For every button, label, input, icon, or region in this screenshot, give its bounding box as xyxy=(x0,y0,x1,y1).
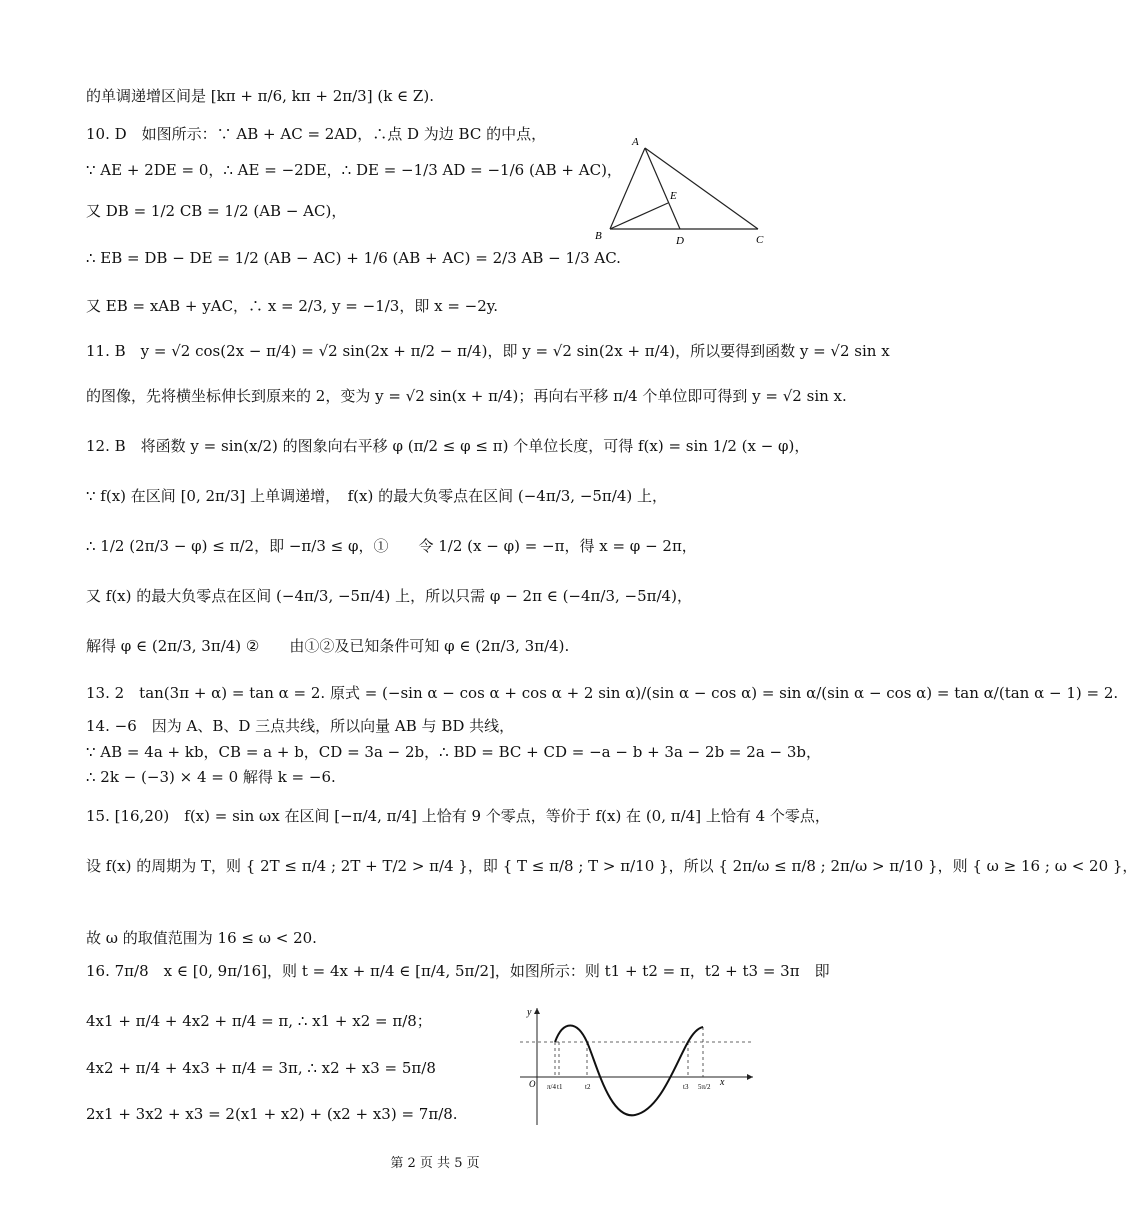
label-B: B xyxy=(595,230,602,242)
text-line-5: ∴ EB = DB − DE = 1/2 (AB − AC) + 1/6 (AB + AC) = 2/3 AB − 1/3 AC. xyxy=(86,249,621,267)
text-line-21: 16. 7π/8 x ∈ [0, 9π/16]，则 t = 4x + π/4 ∈ [π/4, 5π/2]，如图所示：则 t1 + t2 = π，t2 + t3 = 3π 即 xyxy=(86,962,830,980)
sine-graph-figure xyxy=(515,1005,760,1130)
text-line-20: 故 ω 的取值范围为 16 ≤ ω < 20. xyxy=(86,929,317,947)
text-line-1: 的单调递增区间是 [kπ + π/6, kπ + 2π/3] (k ∈ Z). xyxy=(86,87,434,105)
axis-y-label: y xyxy=(527,1007,532,1018)
label-E: E xyxy=(670,190,677,202)
text-line-16: ∵ AB = 4a + kb，CB = a + b，CD = 3a − 2b，∴ BD = BC + CD = −a − b + 3a − 2b = 2a − 3b， xyxy=(86,743,822,761)
tick-pi-4: π/4 xyxy=(547,1083,556,1091)
text-line-23: 4x2 + π/4 + 4x3 + π/4 = 3π, ∴ x2 + x3 = 5π/8 xyxy=(86,1059,436,1077)
text-line-12: 又 f(x) 的最大负零点在区间 (−4π/3, −5π/4) 上，所以只需 φ − 2π ∈ (−4π/3, −5π/4)， xyxy=(86,587,692,605)
text-line-9: 12. B 将函数 y = sin(x/2) 的图象向右平移 φ (π/2 ≤ φ ≤ π) 个单位长度，可得 f(x) = sin 1/2 (x − φ)， xyxy=(86,437,810,455)
text-line-19: 设 f(x) 的周期为 T，则 { 2T ≤ π/4 ; 2T + T/2 > π/4 }，即 { T ≤ π/8 ; T > π/10 }，所以 { 2π/ω ≤ π/8 ; 2π/ω > π/10 }，则 { ω ≥ 16 ; ω < 20 }， xyxy=(86,857,1137,875)
axis-x-label: x xyxy=(720,1077,725,1088)
text-line-7: 11. B y = √2 cos(2x − π/4) = √2 sin(2x + π/2 − π/4)，即 y = √2 sin(2x + π/4)，所以要得到函数 y = √2 sin x xyxy=(86,342,890,360)
text-line-18: 15. [16,20) f(x) = sin ωx 在区间 [−π/4, π/4] 上恰有 9 个零点，等价于 f(x) 在 (0, π/4] 上恰有 4 个零点， xyxy=(86,807,830,825)
text-line-11: ∴ 1/2 (2π/3 − φ) ≤ π/2，即 −π/3 ≤ φ，① 令 1/2 (x − φ) = −π，得 x = φ − 2π， xyxy=(86,537,697,555)
text-line-22: 4x1 + π/4 + 4x2 + π/4 = π, ∴ x1 + x2 = π/8； xyxy=(86,1012,432,1030)
label-C: C xyxy=(756,234,764,246)
text-line-2: 10. D 如图所示：∵ AB + AC = 2AD，∴点 D 为边 BC 的中点， xyxy=(86,125,547,143)
text-line-24: 2x1 + 3x2 + x3 = 2(x1 + x2) + (x2 + x3) = 7π/8. xyxy=(86,1105,458,1123)
label-A: A xyxy=(632,136,639,148)
tick-t1: t1 xyxy=(557,1083,563,1091)
origin-label: O xyxy=(529,1079,536,1089)
text-line-10: ∵ f(x) 在区间 [0, 2π/3] 上单调递增， f(x) 的最大负零点在区间 (−4π/3, −5π/4) 上， xyxy=(86,487,668,505)
text-line-14: 13. 2 tan(3π + α) = tan α = 2. 原式 = (−sin α − cos α + cos α + 2 sin α)/(sin α − cos α) = sin α/(sin α − cos α) = tan α/(tan α − 1) = 2. xyxy=(86,684,1119,702)
tick-t3: t3 xyxy=(683,1083,689,1091)
text-line-4: 又 DB = 1/2 CB = 1/2 (AB − AC)， xyxy=(86,202,347,220)
text-line-13: 解得 φ ∈ (2π/3, 3π/4) ② 由①②及已知条件可知 φ ∈ (2π/3, 3π/4). xyxy=(86,637,570,655)
sine-curve xyxy=(555,1026,703,1116)
label-D: D xyxy=(676,235,684,247)
tick-5pi-2: 5π/2 xyxy=(698,1083,711,1091)
text-line-17: ∴ 2k − (−3) × 4 = 0 解得 k = −6. xyxy=(86,768,336,786)
text-line-8: 的图像，先将横坐标伸长到原来的 2，变为 y = √2 sin(x + π/4)；再向右平移 π/4 个单位即可得到 y = √2 sin x. xyxy=(86,387,847,405)
text-line-15: 14. −6 因为 A、B、D 三点共线，所以向量 AB 与 BD 共线， xyxy=(86,717,515,735)
triangle-figure xyxy=(590,133,770,248)
text-line-6: 又 EB = xAB + yAC，∴ x = 2/3, y = −1/3，即 x = −2y. xyxy=(86,297,499,315)
text-line-3: ∵ AE + 2DE = 0，∴ AE = −2DE，∴ DE = −1/3 AD = −1/6 (AB + AC)， xyxy=(86,161,622,179)
tick-t2: t2 xyxy=(585,1083,591,1091)
page-footer: 第 2 页 共 5 页 xyxy=(390,1156,480,1171)
